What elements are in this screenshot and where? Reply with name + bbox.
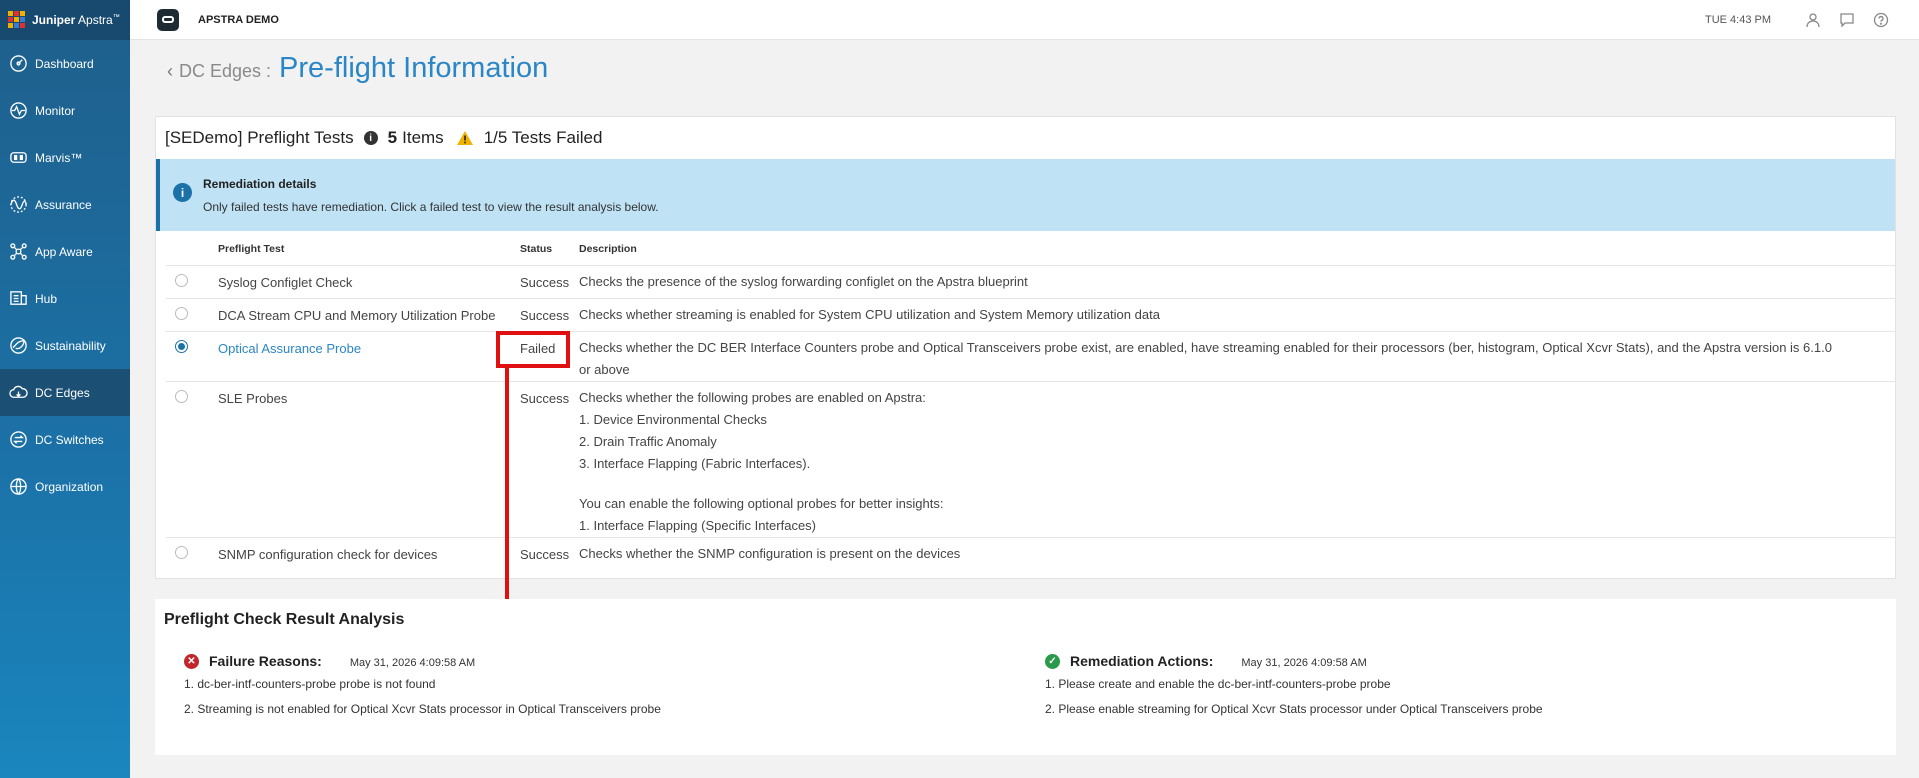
juniper-logo-icon	[8, 11, 26, 29]
sidebar-item-organization[interactable]	[0, 463, 130, 510]
select-column-header	[166, 231, 218, 265]
failure-label: Failure Reasons:	[209, 653, 322, 669]
list-item: 1. Please create and enable the dc-ber-intf-counters-probe probe	[1045, 677, 1391, 691]
page-title: Pre-flight Information	[279, 52, 549, 84]
description-line	[579, 475, 1884, 493]
clock: TUE 4:43 PM	[1704, 13, 1771, 26]
items-label: Items	[402, 128, 444, 147]
description-line: Checks whether the following probes are enabled on Apstra:	[579, 389, 926, 405]
sidebar-item-label: App Aware	[35, 244, 93, 259]
remediation-alert	[156, 159, 1895, 231]
sidebar-item-hub[interactable]	[0, 275, 130, 322]
sidebar-item-label: Marvis™	[35, 150, 83, 165]
table-row[interactable]	[166, 331, 1896, 381]
table-row[interactable]	[166, 537, 1896, 571]
column-header-description: Description	[579, 231, 1896, 265]
marvis-icon	[8, 148, 28, 168]
row-radio[interactable]	[175, 340, 188, 353]
test-description	[579, 537, 1896, 571]
description-line: 2. Drain Traffic Anomaly	[579, 433, 717, 449]
failure-reasons	[184, 653, 661, 727]
test-status: Success	[520, 381, 579, 537]
dashboard-icon	[8, 54, 28, 74]
test-description	[579, 381, 1896, 537]
test-status: Success	[520, 298, 579, 331]
preflight-table	[166, 231, 1896, 571]
description-line: Checks whether the SNMP configuration is present on the devices	[579, 545, 961, 561]
sidebar-item-app-aware[interactable]	[0, 228, 130, 275]
brand-name: Juniper Apstra™	[32, 13, 120, 27]
sidebar-item-dc-edges[interactable]	[0, 369, 130, 416]
sustainability-icon	[8, 336, 28, 356]
row-radio[interactable]	[175, 546, 188, 559]
organization-icon	[8, 477, 28, 497]
sidebar-item-label: DC Switches	[35, 432, 104, 447]
test-description	[579, 298, 1896, 331]
sidebar-item-label: Monitor	[35, 103, 76, 118]
description-line: Checks the presence of the syslog forwarding configlet on the Apstra blueprint	[579, 273, 1028, 289]
dc-switches-icon	[8, 430, 28, 450]
sidebar-item-label: Hub	[35, 291, 58, 306]
row-radio[interactable]	[175, 274, 188, 287]
success-icon: ✓	[1045, 654, 1060, 669]
test-name[interactable]: SLE Probes	[218, 381, 520, 537]
sidebar-item-dc-switches[interactable]	[0, 416, 130, 463]
monitor-icon	[8, 101, 28, 121]
sidebar	[0, 0, 130, 778]
alert-title: Remediation details	[203, 177, 317, 191]
description-line: or above	[579, 361, 630, 377]
column-header-status: Status	[520, 231, 579, 265]
items-count: 5	[387, 128, 398, 147]
description-line: Checks whether streaming is enabled for System CPU utilization and System Memory utilization data	[579, 306, 1160, 322]
panel-header	[156, 117, 1895, 159]
description-line: 3. Interface Flapping (Fabric Interfaces).	[579, 455, 811, 471]
description-line: Checks whether the DC BER Interface Counters probe and Optical Transceivers probe exist, are enabled, have streaming enabled for their processors (ber, histogram, Optical Xcvr Stats), and the Apstra version is 6.1.0	[579, 339, 1832, 355]
help-icon[interactable]	[1873, 12, 1889, 28]
test-status: Success	[520, 546, 570, 562]
test-name[interactable]: Syslog Configlet Check	[218, 265, 520, 298]
test-description	[579, 331, 1896, 381]
org-badge-icon[interactable]	[157, 9, 179, 31]
remediation-actions	[1045, 653, 1543, 727]
test-name[interactable]: Optical Assurance Probe	[218, 331, 520, 381]
sidebar-item-label: Dashboard	[35, 56, 94, 71]
test-status: Success	[520, 265, 579, 298]
sidebar-item-dashboard[interactable]	[0, 40, 130, 87]
remediation-label: Remediation Actions:	[1070, 653, 1214, 669]
test-description	[579, 265, 1896, 298]
warning-icon	[456, 130, 474, 146]
description-line: 1. Interface Flapping (Specific Interfaces)	[579, 517, 817, 533]
row-radio[interactable]	[175, 307, 188, 320]
info-icon[interactable]: i	[364, 131, 378, 145]
sidebar-item-label: Organization	[35, 479, 104, 494]
table-row[interactable]	[166, 298, 1896, 331]
alert-text: Only failed tests have remediation. Click a failed test to view the result analysis below.	[203, 200, 659, 214]
org-name[interactable]: APSTRA DEMO	[198, 13, 279, 26]
sidebar-item-assurance[interactable]	[0, 181, 130, 228]
test-name[interactable]: DCA Stream CPU and Memory Utilization Probe	[218, 298, 520, 331]
sidebar-item-sustainability[interactable]	[0, 322, 130, 369]
dc-edges-icon	[8, 383, 28, 403]
page-header	[167, 52, 548, 85]
error-icon: ✕	[184, 654, 199, 669]
sidebar-item-label: DC Edges	[35, 385, 90, 400]
hub-icon	[8, 289, 28, 309]
sidebar-item-label: Sustainability	[35, 338, 106, 353]
list-item: 1. dc-ber-intf-counters-probe probe is not found	[184, 677, 436, 691]
chat-icon[interactable]	[1839, 12, 1855, 28]
brand[interactable]	[0, 0, 130, 40]
user-icon[interactable]	[1805, 12, 1821, 28]
list-item: 2. Streaming is not enabled for Optical Xcvr Stats processor in Optical Transceivers probe	[184, 702, 661, 716]
remediation-timestamp: May 31, 2026 4:09:58 AM	[1241, 657, 1367, 669]
analysis-title: Preflight Check Result Analysis	[164, 611, 405, 628]
sidebar-item-marvis[interactable]	[0, 134, 130, 181]
failed-highlight-box	[496, 331, 570, 368]
column-header-test: Preflight Test	[218, 231, 520, 265]
table-row[interactable]	[166, 381, 1896, 537]
sidebar-item-monitor[interactable]	[0, 87, 130, 134]
table-row[interactable]	[166, 265, 1896, 298]
row-radio[interactable]	[175, 390, 188, 403]
failure-timestamp: May 31, 2026 4:09:58 AM	[349, 657, 476, 669]
app-aware-icon	[8, 242, 28, 262]
analysis-panel	[155, 599, 1896, 755]
preflight-tests-panel	[155, 116, 1896, 579]
description-line: You can enable the following optional probes for better insights:	[579, 495, 944, 511]
back-chevron-icon[interactable]: ‹	[167, 61, 173, 81]
panel-title: [SEDemo] Preflight Tests	[165, 128, 354, 147]
test-status: Failed	[520, 331, 579, 381]
list-item: 2. Please enable streaming for Optical Xcvr Stats processor under Optical Transceivers probe	[1045, 702, 1543, 716]
failed-summary: 1/5 Tests Failed	[483, 128, 603, 147]
breadcrumb[interactable]: DC Edges :	[179, 61, 272, 81]
top-bar	[130, 0, 1919, 40]
assurance-icon	[8, 195, 28, 215]
test-name[interactable]: SNMP configuration check for devices	[218, 546, 438, 562]
info-circle-icon: i	[173, 183, 192, 202]
sidebar-item-label: Assurance	[35, 197, 92, 212]
description-line: 1. Device Environmental Checks	[579, 411, 767, 427]
